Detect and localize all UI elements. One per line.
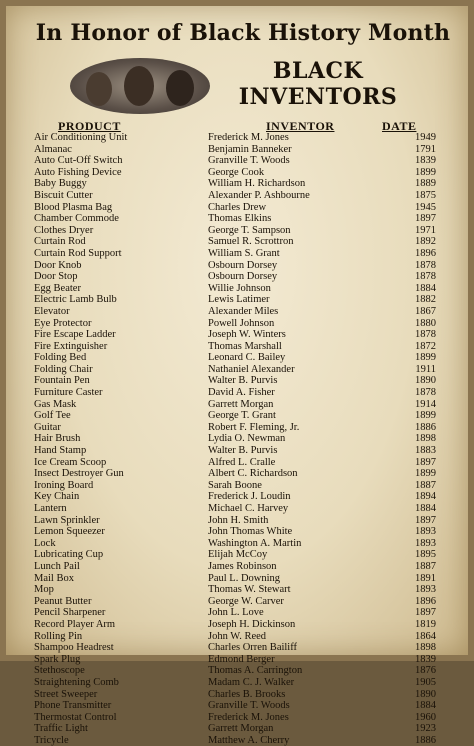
cell-date: 1949: [415, 132, 436, 143]
cell-product: Pencil Sharpener: [34, 607, 106, 619]
table-row: [34, 375, 454, 387]
cell-product: Egg Beater: [34, 282, 81, 294]
cell-date: 1886: [415, 421, 436, 433]
cell-product: Traffic Light: [34, 723, 88, 735]
cell-inventor: James Robinson: [208, 560, 277, 572]
cell-inventor: Leonard C. Bailey: [208, 352, 286, 364]
cell-product: Street Sweeper: [34, 688, 98, 700]
heading-line1: BLACK: [272, 58, 364, 84]
table-row: [34, 306, 454, 318]
cell-product: Lantern: [34, 503, 67, 514]
cell-product: Thermostat Control: [34, 711, 117, 723]
cell-inventor: George T. Sampson: [208, 224, 291, 236]
table-row: [34, 190, 454, 202]
cell-product: Lemon Squeezer: [34, 526, 105, 538]
table-row: [34, 491, 454, 503]
cell-product: Lunch Pail: [34, 560, 80, 572]
cell-date: 1960: [415, 711, 436, 723]
cell-date: 1893: [415, 584, 436, 596]
cell-inventor: Alfred L. Cralle: [208, 456, 276, 468]
cell-inventor: Powell Johnson: [208, 317, 275, 329]
cell-product: Ironing Board: [34, 479, 94, 491]
cell-inventor: Lydia O. Newman: [208, 433, 286, 445]
cell-inventor: Frederick M. Jones: [208, 711, 289, 723]
table-row: [34, 422, 454, 434]
cell-date: 1883: [415, 445, 436, 457]
photo-figure: [166, 70, 194, 106]
cell-inventor: Thomas W. Stewart: [208, 584, 291, 596]
cell-product: Fire Extinguisher: [34, 340, 108, 352]
cell-inventor: Frederick J. Loudin: [208, 491, 291, 503]
cell-product: Ice Cream Scoop: [34, 456, 107, 468]
table-row: [34, 167, 454, 179]
table-row: [34, 526, 454, 538]
table-row: [34, 248, 454, 260]
cell-inventor: Walter B. Purvis: [208, 445, 278, 457]
cell-date: 1878: [415, 271, 436, 283]
cell-inventor: John W. Reed: [208, 630, 267, 642]
cell-product: Golf Tee: [34, 410, 71, 422]
cell-product: Chamber Commode: [34, 213, 119, 225]
table-row: [34, 619, 454, 631]
cell-product: Mop: [34, 584, 54, 596]
cell-date: 1892: [415, 236, 436, 248]
table-row: [34, 213, 454, 225]
cell-product: Curtain Rod Support: [34, 247, 122, 259]
table-row: [34, 735, 454, 746]
cell-date: 1880: [415, 317, 436, 329]
column-header-date: DATE: [382, 119, 417, 133]
table-row: [34, 433, 454, 445]
cell-product: Auto Cut-Off Switch: [34, 155, 123, 167]
cell-inventor: Lewis Latimer: [208, 294, 270, 306]
cell-date: 1898: [415, 433, 436, 445]
table-row: [34, 132, 454, 144]
cell-inventor: John L. Love: [208, 607, 264, 619]
cell-inventor: William H. Richardson: [208, 178, 306, 190]
cell-product: Baby Buggy: [34, 178, 87, 190]
cell-date: 1890: [415, 375, 436, 387]
table-row: [34, 294, 454, 306]
cell-date: 1898: [415, 642, 436, 654]
cell-inventor: Thomas Marshall: [208, 340, 282, 352]
cell-product: Gas Mask: [34, 398, 77, 410]
table-row: [34, 329, 454, 341]
table-row: [34, 260, 454, 272]
cell-product: Straightening Comb: [34, 676, 119, 688]
cell-inventor: Thomas A. Carrington: [208, 665, 303, 677]
table-row: [34, 341, 454, 353]
table-row: [34, 318, 454, 330]
cell-product: Fire Escape Ladder: [34, 329, 116, 341]
cell-product: Hair Brush: [34, 433, 81, 445]
cell-inventor: Madam C. J. Walker: [208, 676, 295, 688]
table-row: [34, 399, 454, 411]
cell-product: Eye Protector: [34, 317, 92, 329]
cell-date: 1867: [415, 305, 436, 317]
cell-inventor: John H. Smith: [208, 514, 269, 526]
table-row: [34, 712, 454, 724]
column-header-inventor: INVENTOR: [266, 119, 335, 133]
cell-inventor: Elijah McCoy: [208, 549, 268, 561]
cell-date: 1791: [415, 143, 436, 155]
cell-date: 1945: [415, 201, 436, 213]
cell-inventor: William S. Grant: [208, 247, 280, 259]
table-row: [34, 283, 454, 295]
table-row: [34, 607, 454, 619]
cell-product: Peanut Butter: [34, 595, 92, 607]
cell-date: 1971: [415, 224, 436, 236]
cell-date: 1897: [415, 213, 436, 225]
cell-product: Door Stop: [34, 271, 78, 283]
cell-product: Tricycle: [34, 734, 69, 746]
table-row: [34, 468, 454, 480]
table-row: [34, 503, 454, 515]
cell-product: Biscuit Cutter: [34, 189, 93, 201]
cell-date: 1876: [415, 665, 436, 677]
table-row: [34, 480, 454, 492]
table-row: [34, 236, 454, 248]
cell-inventor: Charles B. Brooks: [208, 688, 286, 700]
table-row: [34, 665, 454, 677]
cell-product: Rolling Pin: [34, 630, 83, 642]
cell-product: Lock: [34, 537, 56, 549]
cell-date: 1887: [415, 560, 436, 572]
table-row: [34, 144, 454, 156]
cell-inventor: John Thomas White: [208, 526, 293, 538]
cell-product: Door Knob: [34, 259, 82, 271]
inventors-table: [34, 132, 454, 746]
table-row: [34, 677, 454, 689]
cell-date: 1878: [415, 329, 436, 341]
cell-date: 1914: [415, 398, 436, 410]
cell-date: 1875: [415, 189, 436, 201]
cell-date: 1878: [415, 259, 436, 271]
cell-product: Stethoscope: [34, 665, 85, 677]
cell-inventor: Alexander Miles: [208, 305, 279, 317]
cell-product: Lawn Sprinkler: [34, 514, 100, 526]
cell-inventor: Edmond Berger: [208, 653, 275, 665]
cell-date: 1884: [415, 503, 436, 514]
cell-inventor: Albert C. Richardson: [208, 468, 298, 480]
cell-inventor: George T. Grant: [208, 410, 276, 422]
cell-date: 1899: [415, 166, 436, 178]
cell-product: Folding Bed: [34, 352, 87, 364]
table-row: [34, 654, 454, 666]
cell-product: Spark Plug: [34, 653, 81, 665]
cell-product: Curtain Rod: [34, 236, 86, 248]
table-row: [34, 631, 454, 643]
cell-inventor: Osbourn Dorsey: [208, 259, 278, 271]
cell-inventor: Benjamin Banneker: [208, 143, 292, 155]
cell-date: 1891: [415, 572, 436, 584]
table-row: [34, 445, 454, 457]
cell-product: Blood Plasma Bag: [34, 201, 113, 213]
cell-date: 1897: [415, 456, 436, 468]
cell-inventor: Garrett Morgan: [208, 398, 274, 410]
cell-product: Air Conditioning Unit: [34, 132, 128, 143]
cell-inventor: Matthew A. Cherry: [208, 734, 290, 746]
cell-product: Insect Destroyer Gun: [34, 468, 124, 480]
table-row: [34, 596, 454, 608]
cell-date: 1890: [415, 688, 436, 700]
poster-title: In Honor of Black History Month: [35, 20, 451, 46]
cell-date: 1872: [415, 340, 436, 352]
table-row: [34, 352, 454, 364]
cell-date: 1884: [415, 700, 436, 712]
table-row: [34, 225, 454, 237]
cell-inventor: Willie Johnson: [208, 282, 271, 294]
cell-product: Furniture Caster: [34, 387, 103, 399]
table-row: [34, 561, 454, 573]
cell-inventor: Charles Drew: [208, 201, 267, 213]
cell-product: Auto Fishing Device: [34, 166, 122, 178]
cell-date: 1899: [415, 352, 436, 364]
cell-inventor: Osbourn Dorsey: [208, 271, 278, 283]
table-row: [34, 178, 454, 190]
cell-inventor: Paul L. Downing: [208, 572, 281, 584]
cell-date: 1899: [415, 410, 436, 422]
cell-product: Lubricating Cup: [34, 549, 104, 561]
table-row: [34, 515, 454, 527]
cell-product: Hand Stamp: [34, 445, 87, 457]
table-row: [34, 155, 454, 167]
cell-inventor: David A. Fisher: [208, 387, 275, 399]
cell-date: 1911: [415, 363, 436, 375]
cell-date: 1897: [415, 607, 436, 619]
cell-date: 1878: [415, 387, 436, 399]
cell-date: 1889: [415, 178, 436, 190]
cell-product: Electric Lamb Bulb: [34, 294, 117, 306]
table-row: [34, 387, 454, 399]
table-row: [34, 410, 454, 422]
inventors-photo: [70, 58, 210, 114]
cell-inventor: Washington A. Martin: [208, 537, 302, 549]
cell-inventor: Nathaniel Alexander: [208, 363, 295, 375]
table-row: [34, 584, 454, 596]
cell-product: Record Player Arm: [34, 618, 116, 630]
cell-date: 1894: [415, 491, 436, 503]
cell-inventor: Samuel R. Scrottron: [208, 236, 294, 248]
cell-product: Fountain Pen: [34, 375, 90, 387]
cell-inventor: George Cook: [208, 166, 265, 178]
cell-inventor: George W. Carver: [208, 595, 284, 607]
cell-date: 1839: [415, 653, 436, 665]
cell-date: 1893: [415, 526, 436, 538]
cell-product: Shampoo Headrest: [34, 642, 114, 654]
table-row: [34, 202, 454, 214]
table-row: [34, 573, 454, 585]
cell-product: Key Chain: [34, 491, 80, 503]
photo-figure: [86, 72, 112, 106]
cell-product: Clothes Dryer: [34, 224, 94, 236]
heading-line2: INVENTORS: [238, 84, 398, 110]
table-row: [34, 549, 454, 561]
cell-inventor: Sarah Boone: [208, 479, 262, 491]
cell-date: 1864: [415, 630, 436, 642]
table-row: [34, 700, 454, 712]
cell-product: Elevator: [34, 305, 70, 317]
table-row: [34, 538, 454, 550]
cell-inventor: Robert F. Fleming, Jr.: [208, 421, 300, 433]
cell-date: 1887: [415, 479, 436, 491]
cell-date: 1897: [415, 514, 436, 526]
cell-date: 1905: [415, 676, 436, 688]
cell-inventor: Joseph W. Winters: [208, 329, 286, 341]
cell-date: 1899: [415, 468, 436, 480]
cell-inventor: Charles Orren Bailiff: [208, 642, 298, 654]
cell-date: 1819: [415, 618, 436, 630]
cell-date: 1884: [415, 282, 436, 294]
cell-inventor: Walter B. Purvis: [208, 375, 278, 387]
cell-product: Guitar: [34, 421, 61, 433]
cell-inventor: Granville T. Woods: [208, 155, 290, 167]
cell-date: 1839: [415, 155, 436, 167]
cell-date: 1896: [415, 595, 436, 607]
table-row: [34, 457, 454, 469]
cell-product: Folding Chair: [34, 363, 93, 375]
cell-date: 1895: [415, 549, 436, 561]
cell-date: 1893: [415, 537, 436, 549]
cell-date: 1882: [415, 294, 436, 306]
cell-inventor: Thomas Elkins: [208, 213, 272, 225]
cell-product: Phone Transmitter: [34, 700, 112, 712]
cell-inventor: Granville T. Woods: [208, 700, 290, 712]
cell-inventor: Joseph H. Dickinson: [208, 618, 296, 630]
photo-figure: [124, 66, 154, 106]
table-row: [34, 689, 454, 701]
table-row: [34, 364, 454, 376]
cell-date: 1923: [415, 723, 436, 735]
cell-product: Almanac: [34, 143, 72, 155]
cell-inventor: Alexander P. Ashbourne: [208, 189, 310, 201]
table-row: [34, 271, 454, 283]
table-row: [34, 642, 454, 654]
cell-inventor: Garrett Morgan: [208, 723, 274, 735]
table-row: [34, 723, 454, 735]
cell-date: 1886: [415, 734, 436, 746]
cell-inventor: Frederick M. Jones: [208, 132, 289, 143]
cell-date: 1896: [415, 247, 436, 259]
cell-inventor: Michael C. Harvey: [208, 503, 289, 514]
column-header-product: PRODUCT: [58, 119, 121, 133]
cell-product: Mail Box: [34, 572, 74, 584]
